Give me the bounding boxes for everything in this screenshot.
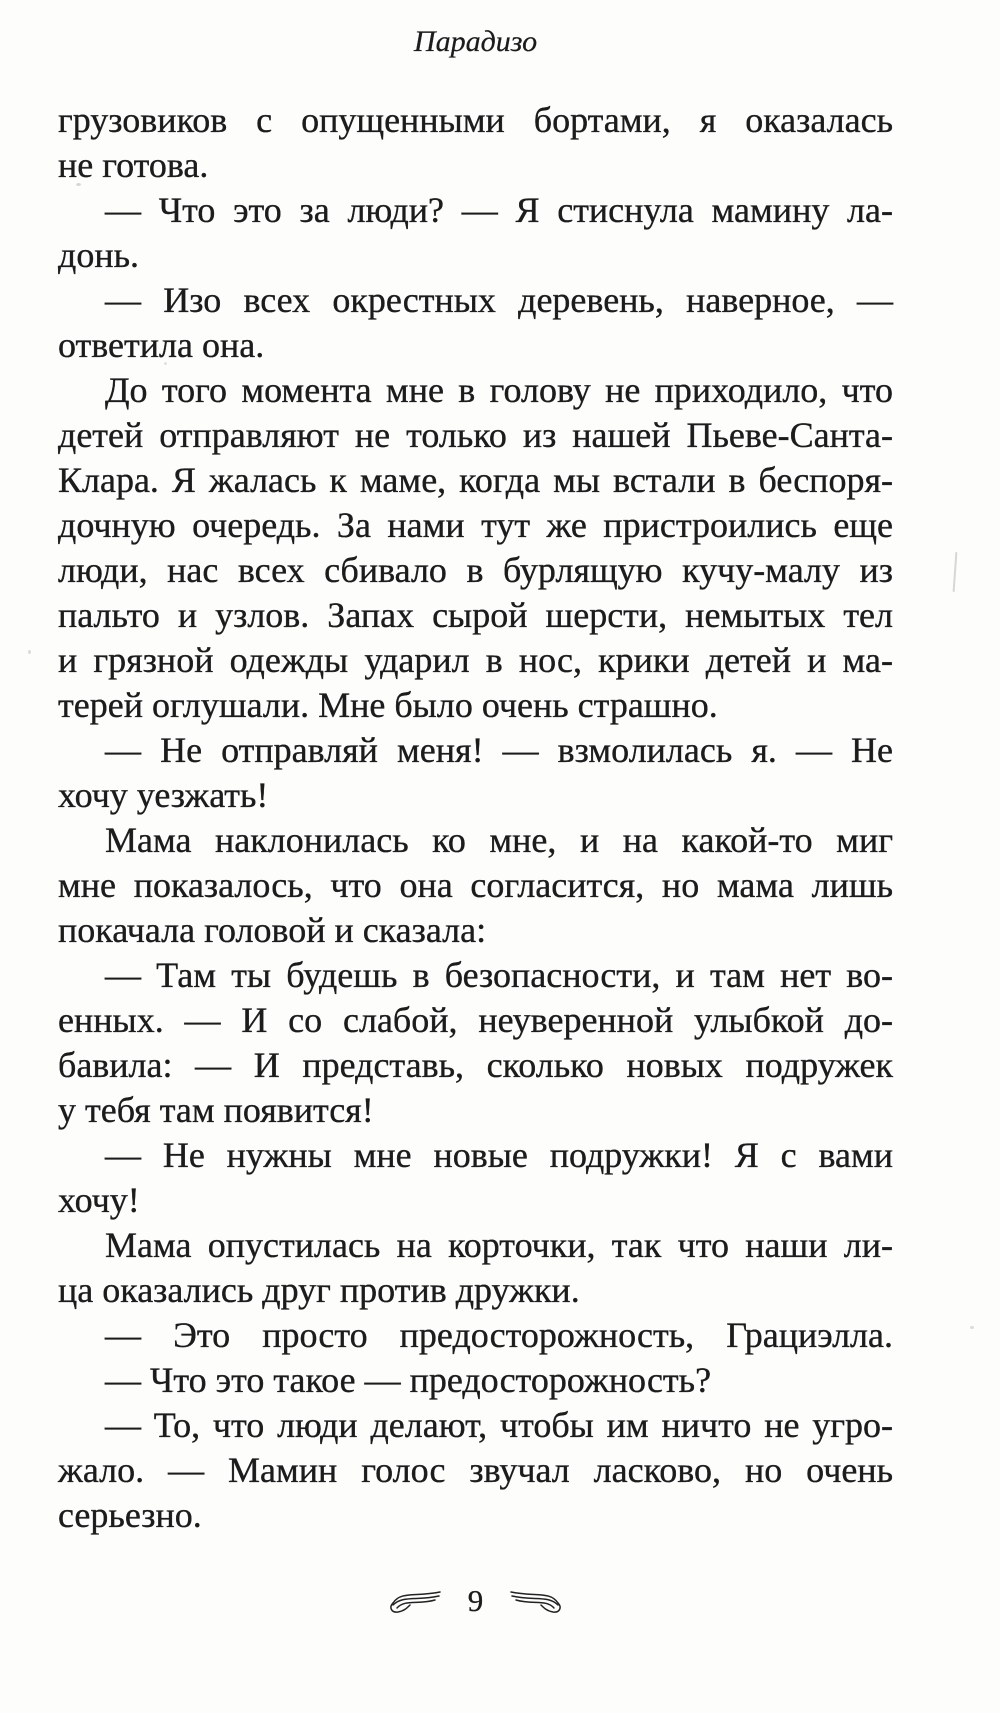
text-line: терей оглушали. Мне было очень страшно. bbox=[58, 685, 718, 725]
text-line: хочу уезжать! bbox=[58, 775, 269, 815]
text-line: Клара. Я жалась к маме, когда мы встали в беспоря- bbox=[58, 460, 893, 500]
scan-speck bbox=[28, 650, 31, 654]
text-line: бавила: — И представь, сколько новых подружек bbox=[58, 1045, 893, 1085]
text-line: — То, что люди делают, чтобы им ничто не угро- bbox=[105, 1405, 893, 1445]
text-line: Мама наклонилась ко мне, и на какой-то миг bbox=[105, 820, 893, 860]
text-line: — Что это такое — предосторожность? bbox=[105, 1360, 712, 1400]
text-line: жало. — Мамин голос звучал ласково, но очень bbox=[58, 1450, 893, 1490]
text-line: и грязной одежды ударил в нос, крики детей и ма- bbox=[58, 640, 893, 680]
scan-speck bbox=[164, 362, 167, 365]
text-line: у тебя там появится! bbox=[58, 1090, 374, 1130]
text-line: мне показалось, что она согласится, но мама лишь bbox=[58, 865, 893, 905]
text-line: донь. bbox=[58, 235, 139, 275]
running-head: Парадизо bbox=[413, 25, 538, 58]
text-block bbox=[58, 98, 893, 1538]
text-line: енных. — И со слабой, неуверенной улыбкой до- bbox=[58, 1000, 893, 1040]
text-line: — Изо всех окрестных деревень, наверное, — bbox=[105, 280, 893, 320]
text-line: не готова. bbox=[58, 145, 209, 185]
text-line: Мама опустилась на корточки, так что наши ли- bbox=[105, 1225, 893, 1265]
text-line: ца оказались друг против дружки. bbox=[58, 1270, 580, 1310]
text-line: серьезно. bbox=[58, 1495, 202, 1535]
text-line: детей отправляют не только из нашей Пьеве-Санта- bbox=[58, 415, 893, 455]
text-line: — Что это за люди? — Я стиснула мамину ла- bbox=[105, 190, 893, 230]
text-line: — Не нужны мне новые подружки! Я с вами bbox=[105, 1135, 893, 1175]
text-line: ответила она. bbox=[58, 325, 265, 365]
text-line: До того момента мне в голову не приходило, что bbox=[105, 370, 893, 410]
scan-speck bbox=[953, 552, 958, 592]
text-line: грузовиков с опущенными бортами, я оказалась bbox=[58, 100, 893, 140]
text-line: дочную очередь. За нами тут же пристроились еще bbox=[58, 505, 893, 545]
text-line: хочу! bbox=[58, 1180, 140, 1220]
text-line: — Там ты будешь в безопасности, и там нет во- bbox=[105, 955, 893, 995]
scan-speck bbox=[76, 183, 81, 186]
text-line: люди, нас всех сбивало в бурлящую кучу-малу из bbox=[58, 550, 893, 590]
swash-flourish-left-icon bbox=[389, 1588, 443, 1614]
page-number: 9 bbox=[467, 1583, 484, 1618]
scan-speck bbox=[970, 1326, 974, 1329]
text-line: пальто и узлов. Запах сырой шерсти, немытых тел bbox=[58, 595, 893, 635]
page-footer bbox=[58, 1580, 893, 1622]
text-line: покачала головой и сказала: bbox=[58, 910, 487, 950]
text-line: — Это просто предосторожность, Грациэлла. bbox=[105, 1315, 893, 1355]
text-line: — Не отправляй меня! — взмолилась я. — Не bbox=[105, 730, 893, 770]
swash-flourish-right-icon bbox=[508, 1588, 562, 1614]
